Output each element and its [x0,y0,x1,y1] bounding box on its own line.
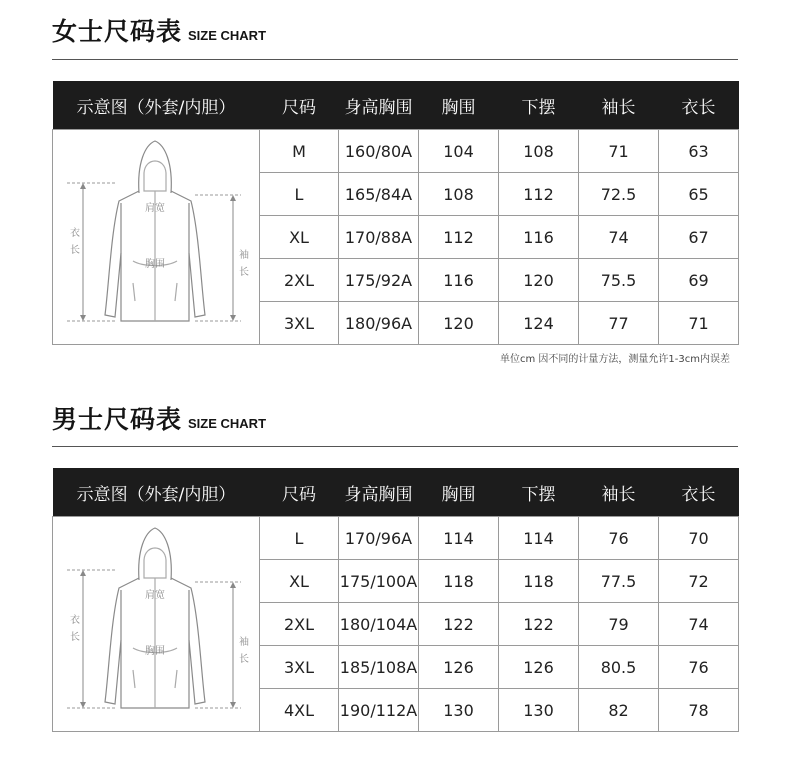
hem-cell: 116 [499,216,579,259]
figure-shoulder-label: 肩宽 [145,203,165,214]
header-size: 尺码 [260,81,339,130]
header-chest: 胸围 [419,468,499,517]
hem-cell: 114 [499,517,579,560]
hem-cell: 118 [499,560,579,603]
height-chest-cell: 190/112A [339,689,419,732]
chest-cell: 130 [419,689,499,732]
sleeve-cell: 71 [579,130,659,173]
height-chest-cell: 185/108A [339,646,419,689]
header-height-chest: 身高胸围 [339,468,419,517]
length-cell: 76 [659,646,739,689]
sleeve-cell: 79 [579,603,659,646]
sleeve-cell: 72.5 [579,173,659,216]
hem-cell: 126 [499,646,579,689]
table-row [53,517,739,560]
size-cell: XL [260,216,339,259]
height-chest-cell: 160/80A [339,130,419,173]
height-chest-cell: 170/96A [339,517,419,560]
size-cell: 3XL [260,646,339,689]
hem-cell: 130 [499,689,579,732]
chest-cell: 114 [419,517,499,560]
figure-length-label: 衣 [70,615,80,626]
hem-cell: 122 [499,603,579,646]
header-hem: 下摆 [499,81,579,130]
measurement-note: 单位cm 因不同的计量方法，测量允许1-3cm内误差 [500,354,730,365]
women-title-cn: 女士尺码表 [52,17,183,46]
men-title-cn: 男士尺码表 [52,405,183,434]
chest-cell: 108 [419,173,499,216]
chest-cell: 118 [419,560,499,603]
figure-sleeve-label: 袖 [239,250,249,261]
men-title-divider [52,446,738,447]
men-title [52,400,266,436]
chest-cell: 104 [419,130,499,173]
header-length: 衣长 [659,81,739,130]
length-cell: 78 [659,689,739,732]
chest-cell: 116 [419,259,499,302]
header-figure: 示意图（外套/内胆） [53,81,260,130]
length-cell: 65 [659,173,739,216]
chest-cell: 120 [419,302,499,345]
size-cell: 2XL [260,603,339,646]
header-sleeve: 袖长 [579,81,659,130]
figure-chest-label: 胸围 [145,646,165,657]
jacket-diagram-cell [53,517,260,732]
men-title-en: SIZE CHART [188,416,267,431]
size-cell: L [260,517,339,560]
sleeve-cell: 77 [579,302,659,345]
figure-sleeve-label: 袖 [239,637,249,648]
length-cell: 69 [659,259,739,302]
chest-cell: 112 [419,216,499,259]
sleeve-cell: 75.5 [579,259,659,302]
height-chest-cell: 170/88A [339,216,419,259]
height-chest-cell: 180/104A [339,603,419,646]
sleeve-cell: 80.5 [579,646,659,689]
length-cell: 67 [659,216,739,259]
header-hem: 下摆 [499,468,579,517]
header-length: 衣长 [659,468,739,517]
header-height-chest: 身高胸围 [339,81,419,130]
height-chest-cell: 175/92A [339,259,419,302]
height-chest-cell: 165/84A [339,173,419,216]
length-cell: 63 [659,130,739,173]
size-cell: L [260,173,339,216]
length-cell: 71 [659,302,739,345]
hem-cell: 124 [499,302,579,345]
sleeve-cell: 77.5 [579,560,659,603]
length-cell: 72 [659,560,739,603]
women-title-en: SIZE CHART [188,28,267,43]
hem-cell: 108 [499,130,579,173]
size-cell: 3XL [260,302,339,345]
height-chest-cell: 175/100A [339,560,419,603]
men-size-table [52,468,739,732]
height-chest-cell: 180/96A [339,302,419,345]
hem-cell: 112 [499,173,579,216]
size-cell: 4XL [260,689,339,732]
jacket-diagram-icon [53,520,258,728]
header-figure: 示意图（外套/内胆） [53,468,260,517]
sleeve-cell: 74 [579,216,659,259]
size-cell: 2XL [260,259,339,302]
length-cell: 70 [659,517,739,560]
chest-cell: 122 [419,603,499,646]
figure-chest-label: 胸围 [145,259,165,270]
figure-length-label: 衣 [70,228,80,239]
chest-cell: 126 [419,646,499,689]
length-cell: 74 [659,603,739,646]
men-header-row [53,468,739,517]
sleeve-cell: 76 [579,517,659,560]
svg-text:长: 长 [239,267,249,278]
figure-shoulder-label: 肩宽 [145,590,165,601]
hem-cell: 120 [499,259,579,302]
header-size: 尺码 [260,468,339,517]
size-cell: XL [260,560,339,603]
size-cell: M [260,130,339,173]
svg-text:长: 长 [239,654,249,665]
svg-text:长: 长 [70,245,80,256]
svg-text:长: 长 [70,632,80,643]
header-sleeve: 袖长 [579,468,659,517]
sleeve-cell: 82 [579,689,659,732]
header-chest: 胸围 [419,81,499,130]
